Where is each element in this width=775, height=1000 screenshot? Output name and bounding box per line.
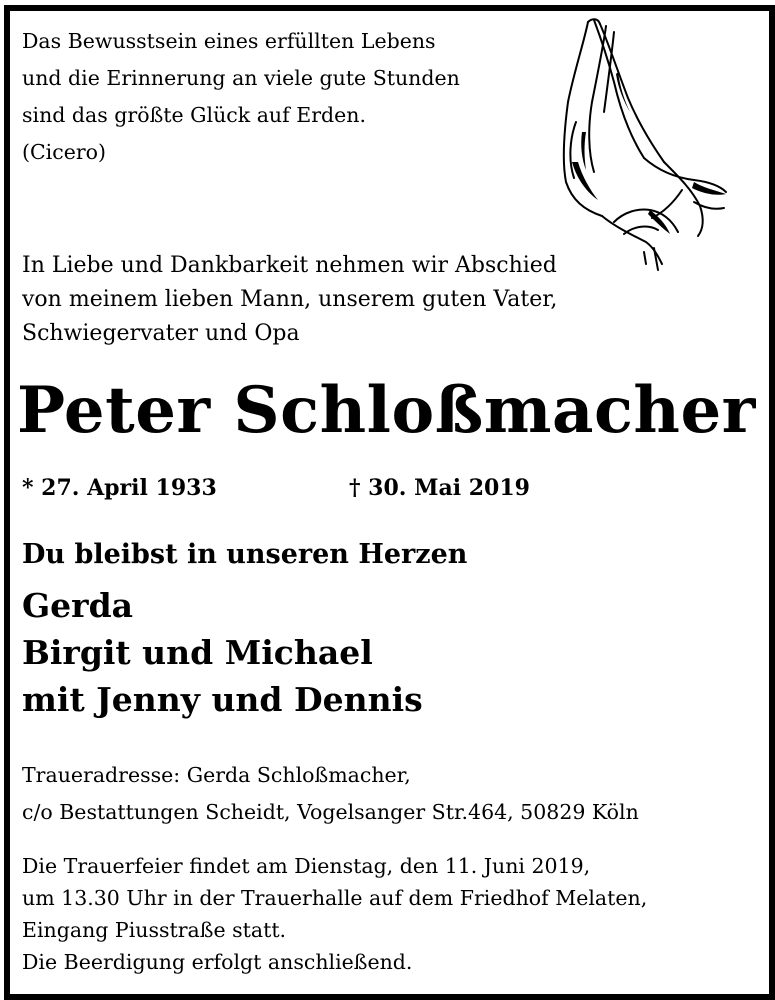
intro-line: von meinem lieben Mann, unserem guten Vater, bbox=[22, 287, 558, 312]
mourners-list bbox=[22, 582, 423, 723]
ceremony-line: Die Trauerfeier findet am Dienstag, den 11. Juni 2019, bbox=[22, 854, 591, 878]
intro-text bbox=[22, 249, 557, 351]
quote-line: und die Erinnerung an viele gute Stunden bbox=[22, 66, 460, 90]
ceremony-line: Eingang Piusstraße statt. bbox=[22, 918, 287, 942]
mourner-name: Birgit und Michael bbox=[22, 633, 373, 672]
mourner-name: Gerda bbox=[22, 586, 134, 625]
quote-line: sind das größte Glück auf Erden. bbox=[22, 103, 366, 127]
address-line: c/o Bestattungen Scheidt, Vogelsanger Str.464, 50829 Köln bbox=[22, 800, 639, 824]
ceremony-line: um 13.30 Uhr in der Trauerhalle auf dem Friedhof Melaten, bbox=[22, 886, 648, 910]
quote-line: Das Bewusstsein eines erfüllten Lebens bbox=[22, 29, 436, 53]
ceremony-line: Die Beerdigung erfolgt anschließend. bbox=[22, 950, 413, 974]
birth-date: * 27. April 1933 bbox=[22, 475, 217, 501]
address-line: Traueradresse: Gerda Schloßmacher, bbox=[22, 763, 411, 787]
intro-line: In Liebe und Dankbarkeit nehmen wir Abschied bbox=[22, 253, 557, 278]
intro-line: Schwiegervater und Opa bbox=[22, 321, 300, 346]
mourner-name: mit Jenny und Dennis bbox=[22, 680, 423, 719]
deceased-name: Peter Schloßmacher bbox=[17, 373, 756, 448]
praying-hands-icon bbox=[554, 12, 734, 274]
cicero-quote bbox=[22, 23, 460, 171]
mourners-heading: Du bleibst in unseren Herzen bbox=[22, 539, 468, 570]
quote-attribution: (Cicero) bbox=[22, 140, 106, 164]
mourning-address bbox=[22, 757, 639, 831]
ceremony-info bbox=[22, 850, 647, 978]
death-date: † 30. Mai 2019 bbox=[349, 475, 530, 501]
